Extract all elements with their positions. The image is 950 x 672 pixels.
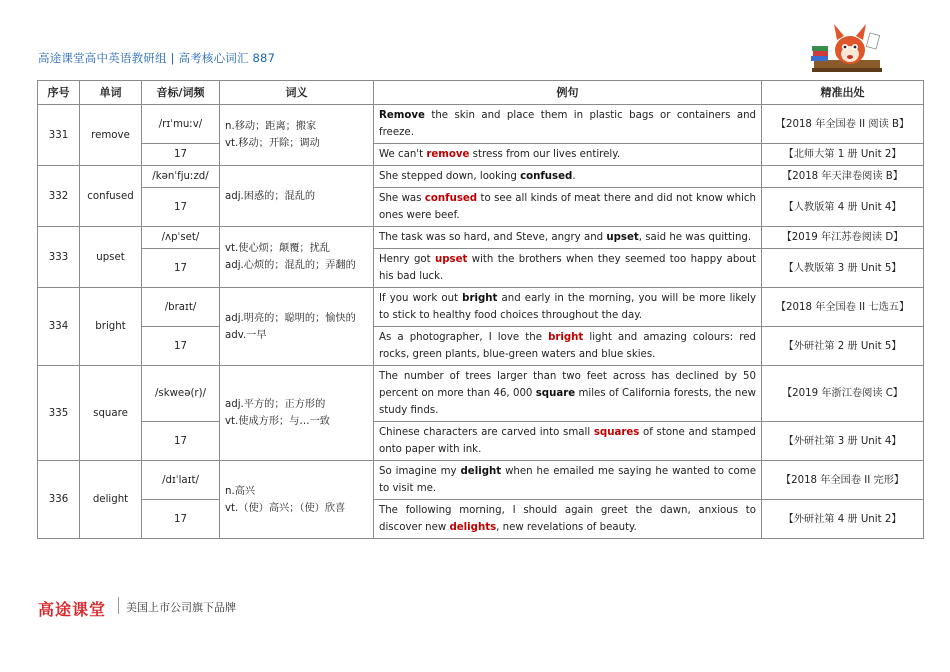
entry-meaning [220, 288, 374, 366]
example-source: 【2018 年全国卷 II 阅读 B】 [762, 105, 924, 144]
highlighted-word: bright [548, 332, 584, 343]
sentence-text: and early in the morning, you will be more likely to stick to healthy food choices throughout the day. [379, 293, 756, 321]
sentence-text: when he emailed me saying he wanted to come to visit me. [379, 466, 756, 494]
entry-meaning [220, 105, 374, 166]
highlighted-word: delights [449, 522, 497, 533]
sentence-text: So imagine my [379, 466, 461, 477]
highlighted-word: confused [520, 171, 573, 182]
example-sentence [374, 144, 762, 166]
table-row [38, 105, 924, 144]
brand-slogan: 美国上市公司旗下品牌 [126, 601, 236, 614]
highlighted-word: remove [426, 149, 470, 160]
meaning-line: adj.心烦的；混乱的；弄翻的 [225, 260, 356, 271]
sentence-text: miles of California forests, the new study finds. [379, 388, 756, 416]
sentence-text: The number of trees larger than two feet across has declined by 50 percent on more than 46, 000 [379, 371, 756, 399]
highlighted-word: square [535, 388, 576, 399]
entry-number: 334 [38, 288, 80, 366]
sentence-text: The task was so hard, and Steve, angry and [379, 232, 607, 243]
entry-word: confused [80, 166, 142, 227]
example-source: 【2018 年天津卷阅读 B】 [762, 166, 924, 188]
entry-phonetic: /braɪt/ [142, 288, 220, 327]
table-row [38, 288, 924, 327]
entry-frequency: 17 [142, 144, 220, 166]
entry-number: 336 [38, 461, 80, 539]
sentence-text: . [572, 171, 576, 182]
example-sentence [374, 249, 762, 288]
entry-phonetic: /kənˈfjuːzd/ [142, 166, 220, 188]
example-source: 【2019 年江苏卷阅读 D】 [762, 227, 924, 249]
table-row [38, 327, 924, 366]
example-source: 【2018 年全国卷 II 七选五】 [762, 288, 924, 327]
example-sentence [374, 188, 762, 227]
header-example: 例句 [374, 81, 762, 105]
entry-number: 332 [38, 166, 80, 227]
highlighted-word: squares [593, 427, 640, 438]
sentence-text: of stone and stamped onto paper with ink. [379, 427, 756, 455]
entry-frequency: 17 [142, 188, 220, 227]
table-row [38, 188, 924, 227]
entry-meaning [220, 366, 374, 461]
vocabulary-table [37, 80, 924, 539]
meaning-line: adv.一早 [225, 329, 267, 341]
meaning-line: vt.移动；开除；调动 [225, 138, 320, 149]
highlighted-word: delight [460, 466, 502, 477]
entry-frequency: 17 [142, 249, 220, 288]
entry-word: remove [80, 105, 142, 166]
sentence-text: light and amazing colours: red rocks, green plants, blue-green waters and blue skies. [379, 332, 756, 360]
table-row [38, 422, 924, 461]
entry-frequency: 17 [142, 422, 220, 461]
entry-frequency: 17 [142, 500, 220, 539]
entry-word: square [80, 366, 142, 461]
sentence-text: , new revelations of beauty. [496, 522, 637, 533]
example-sentence [374, 166, 762, 188]
entry-number: 335 [38, 366, 80, 461]
table-row [38, 461, 924, 500]
example-sentence [374, 366, 762, 422]
entry-number: 331 [38, 105, 80, 166]
example-sentence [374, 327, 762, 366]
meaning-line: vt.使成方形；与…一致 [225, 416, 330, 427]
entry-meaning [220, 227, 374, 288]
example-sentence [374, 105, 762, 144]
example-sentence [374, 227, 762, 249]
table-header-row [38, 81, 924, 105]
header-word: 单词 [80, 81, 142, 105]
highlighted-word: upset [606, 232, 639, 243]
highlighted-word: bright [462, 293, 498, 304]
table-row [38, 366, 924, 422]
table-row [38, 227, 924, 249]
entry-frequency: 17 [142, 327, 220, 366]
entry-word: upset [80, 227, 142, 288]
entry-meaning [220, 461, 374, 539]
entry-phonetic: /dɪˈlaɪt/ [142, 461, 220, 500]
highlighted-word: Remove [379, 110, 425, 121]
example-source: 【外研社第 4 册 Unit 2】 [762, 500, 924, 539]
sentence-text: We can't [379, 149, 427, 160]
sentence-text: As a photographer, I love the [379, 332, 549, 343]
page-header-title: 高途课堂高中英语教研组 | 高考核心词汇 887 [38, 51, 276, 65]
sentence-text: to see all kinds of meat there and did not know which ones were beef. [379, 193, 756, 221]
header-meaning: 词义 [220, 81, 374, 105]
entry-phonetic: /rɪˈmuːv/ [142, 105, 220, 144]
header-source: 精准出处 [762, 81, 924, 105]
example-source: 【北师大第 1 册 Unit 2】 [762, 144, 924, 166]
sentence-text: The following morning, I should again greet the dawn, anxious to discover new [379, 505, 756, 533]
example-source: 【2019 年浙江卷阅读 C】 [762, 366, 924, 422]
meaning-line: vt.使心烦；颠覆；扰乱 [225, 243, 330, 254]
sentence-text: stress from our lives entirely. [469, 149, 621, 160]
sentence-text: Henry got [379, 254, 435, 265]
example-source: 【2018 年全国卷 II 完形】 [762, 461, 924, 500]
mascot-reading-books-icon [808, 16, 886, 74]
example-source: 【外研社第 3 册 Unit 4】 [762, 422, 924, 461]
brand-logo: 高途课堂 [38, 600, 107, 619]
header-phonetic: 音标/词频 [142, 81, 220, 105]
meaning-line: vt.（使）高兴；（使）欣喜 [225, 502, 346, 514]
example-sentence [374, 500, 762, 539]
example-source: 【人教版第 4 册 Unit 4】 [762, 188, 924, 227]
sentence-text: , said he was quitting. [638, 232, 752, 243]
highlighted-word: confused [424, 193, 478, 204]
entry-number: 333 [38, 227, 80, 288]
table-row [38, 166, 924, 188]
entry-phonetic: /skweə(r)/ [142, 366, 220, 422]
entry-word: delight [80, 461, 142, 539]
example-sentence [374, 288, 762, 327]
example-source: 【人教版第 3 册 Unit 5】 [762, 249, 924, 288]
table-row [38, 144, 924, 166]
sentence-text: If you work out [379, 293, 463, 304]
meaning-line: adj.明亮的；聪明的；愉快的 [225, 312, 356, 324]
entry-meaning [220, 166, 374, 227]
meaning-line: n.移动；距离；搬家 [225, 121, 317, 132]
sentence-text: She was [379, 193, 425, 204]
meaning-line: adj.困惑的；混乱的 [225, 190, 316, 202]
meaning-line: adj.平方的；正方形的 [225, 399, 326, 410]
footer-divider [118, 597, 119, 614]
table-row [38, 500, 924, 539]
entry-word: bright [80, 288, 142, 366]
example-sentence [374, 422, 762, 461]
sentence-text: with the brothers when they seemed too happy about his bad luck. [379, 254, 756, 282]
entry-phonetic: /ʌpˈset/ [142, 227, 220, 249]
example-sentence [374, 461, 762, 500]
example-source: 【外研社第 2 册 Unit 5】 [762, 327, 924, 366]
sentence-text: Chinese characters are carved into small [379, 427, 594, 438]
sentence-text: She stepped down, looking [379, 171, 521, 182]
table-row [38, 249, 924, 288]
highlighted-word: upset [435, 254, 468, 265]
meaning-line: n.高兴 [225, 485, 256, 497]
sentence-text: the skin and place them in plastic bags or containers and freeze. [379, 110, 756, 138]
header-num: 序号 [38, 81, 80, 105]
